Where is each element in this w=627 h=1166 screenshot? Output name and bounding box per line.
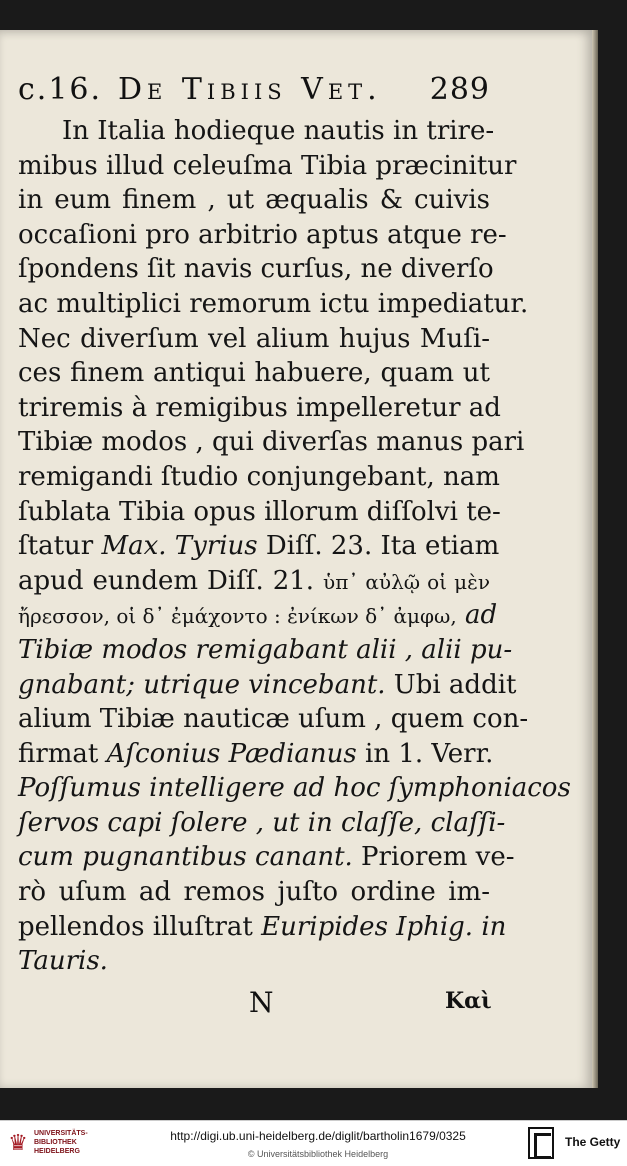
viewer-footer: [0, 1120, 627, 1166]
text-line: [18, 633, 513, 668]
italic-text: cum pugnantibus canant.: [18, 842, 353, 873]
text-segment: remigandi ſtudio conjungebant, nam: [18, 461, 500, 492]
text-line: [18, 840, 515, 875]
text-line: [18, 875, 490, 910]
greek-quote: ἤρεσσον, οἱ δ᾽ ἐμάχοντο : ἐνίκων δ᾽ ἀμφω,: [18, 604, 457, 629]
italic-text: Poſſumus intelligere ad hoc ſymphoniacos: [18, 773, 571, 804]
text-segment: Priorem ve-: [352, 842, 515, 873]
text-segment: mibus illud celeuſma Tibia præcinitur: [18, 150, 517, 181]
text-line: [18, 737, 494, 772]
greek-quote: ὑπ᾽ αὐλῷ οἱ μὲν: [323, 569, 490, 594]
body-text: [18, 114, 571, 979]
text-line: [18, 944, 490, 979]
text-segment: ces finem antiqui habuere, quam ut: [18, 358, 490, 389]
text-line: [18, 771, 571, 806]
library-name-line: BIBLIOTHEK: [34, 1139, 77, 1146]
text-line: [18, 391, 501, 426]
text-line: [18, 910, 507, 945]
text-line: [18, 460, 500, 495]
getty-g-icon[interactable]: [528, 1127, 554, 1159]
running-header: [18, 72, 490, 112]
library-name-line: UNIVERSITÄTS-: [34, 1130, 88, 1137]
italic-text: ad: [456, 600, 498, 631]
italic-text: ſervos capi ſolere , ut in claſſe, claſſi-: [18, 807, 506, 838]
text-segment: triremis à remigibus impelleretur ad: [18, 392, 501, 423]
page-edge: [592, 30, 598, 1088]
italic-text: Tibiæ modos remigabant alii , alii pu-: [18, 634, 513, 665]
header-title: De Tibiis Vet.: [118, 72, 382, 107]
copyright-notice: © Universitätsbibliothek Heidelberg: [247, 1149, 389, 1159]
text-line: [18, 218, 507, 253]
text-segment: firmat: [18, 738, 107, 769]
text-segment: apud eundem Diſſ. 21.: [18, 565, 324, 596]
permalink-url[interactable]: http://digi.ub.uni-heidelberg.de/diglit/bartholin1679/0325: [170, 1129, 466, 1143]
italic-text: Euripides Iphig. in: [261, 911, 507, 942]
italic-text: Tauris.: [18, 946, 108, 977]
text-line: [18, 702, 529, 737]
text-line: [18, 114, 495, 149]
text-segment: rò uſum ad remos juſto ordine im-: [18, 877, 490, 908]
text-segment: Tibiæ modos , qui diverſas manus pari: [18, 427, 525, 458]
italic-text: gnabant; utrique vincebant.: [18, 669, 386, 700]
text-line: [18, 252, 494, 287]
text-segment: occaſioni pro arbitrio aptus atque re-: [18, 219, 507, 250]
text-segment: Diſſ. 23. Ita etiam: [257, 531, 500, 562]
text-segment: in 1. Verr.: [356, 738, 494, 769]
text-line: [18, 356, 490, 391]
text-line: [18, 495, 501, 530]
italic-text: Max. Tyrius: [101, 531, 258, 562]
text-segment: Ubi addit: [385, 669, 517, 700]
library-name-line: HEIDELBERG: [34, 1148, 80, 1155]
text-segment: pellendos illuſtrat: [18, 911, 262, 942]
catchword: Καὶ: [445, 988, 492, 1014]
text-line: [18, 668, 517, 703]
text-segment: In Italia hodieque nautis in trire-: [62, 116, 495, 146]
library-name[interactable]: [34, 1129, 144, 1156]
text-segment: ſpondens ſit navis curſus, ne diverſo: [18, 254, 494, 285]
text-segment: in eum finem , ut æqualis & cuivis: [18, 185, 490, 216]
text-line: [18, 183, 490, 218]
text-segment: ſtatur: [18, 531, 102, 562]
text-line: [18, 806, 506, 841]
text-segment: ac multiplici remorum ictu impediatur.: [18, 288, 529, 319]
text-segment: ſublata Tibia opus illorum diſſolvi te-: [18, 496, 501, 527]
signature-mark: N: [249, 986, 274, 1019]
text-line: [18, 564, 490, 599]
getty-name[interactable]: The Getty: [565, 1135, 621, 1149]
header-section: c.16.: [18, 72, 103, 107]
page-number: 289: [429, 72, 490, 107]
text-line: [18, 529, 500, 564]
text-line: [18, 425, 525, 460]
text-line: [18, 149, 517, 184]
text-line: [18, 322, 490, 357]
heidelberg-lion-icon[interactable]: ♛: [8, 1130, 28, 1155]
italic-text: Aſconius Pædianus: [106, 738, 357, 769]
text-line: [18, 598, 498, 633]
text-segment: alium Tibiæ nauticæ uſum , quem con-: [18, 704, 529, 735]
text-segment: Nec diverſum vel alium hujus Muſi-: [18, 323, 490, 354]
text-line: [18, 287, 529, 322]
